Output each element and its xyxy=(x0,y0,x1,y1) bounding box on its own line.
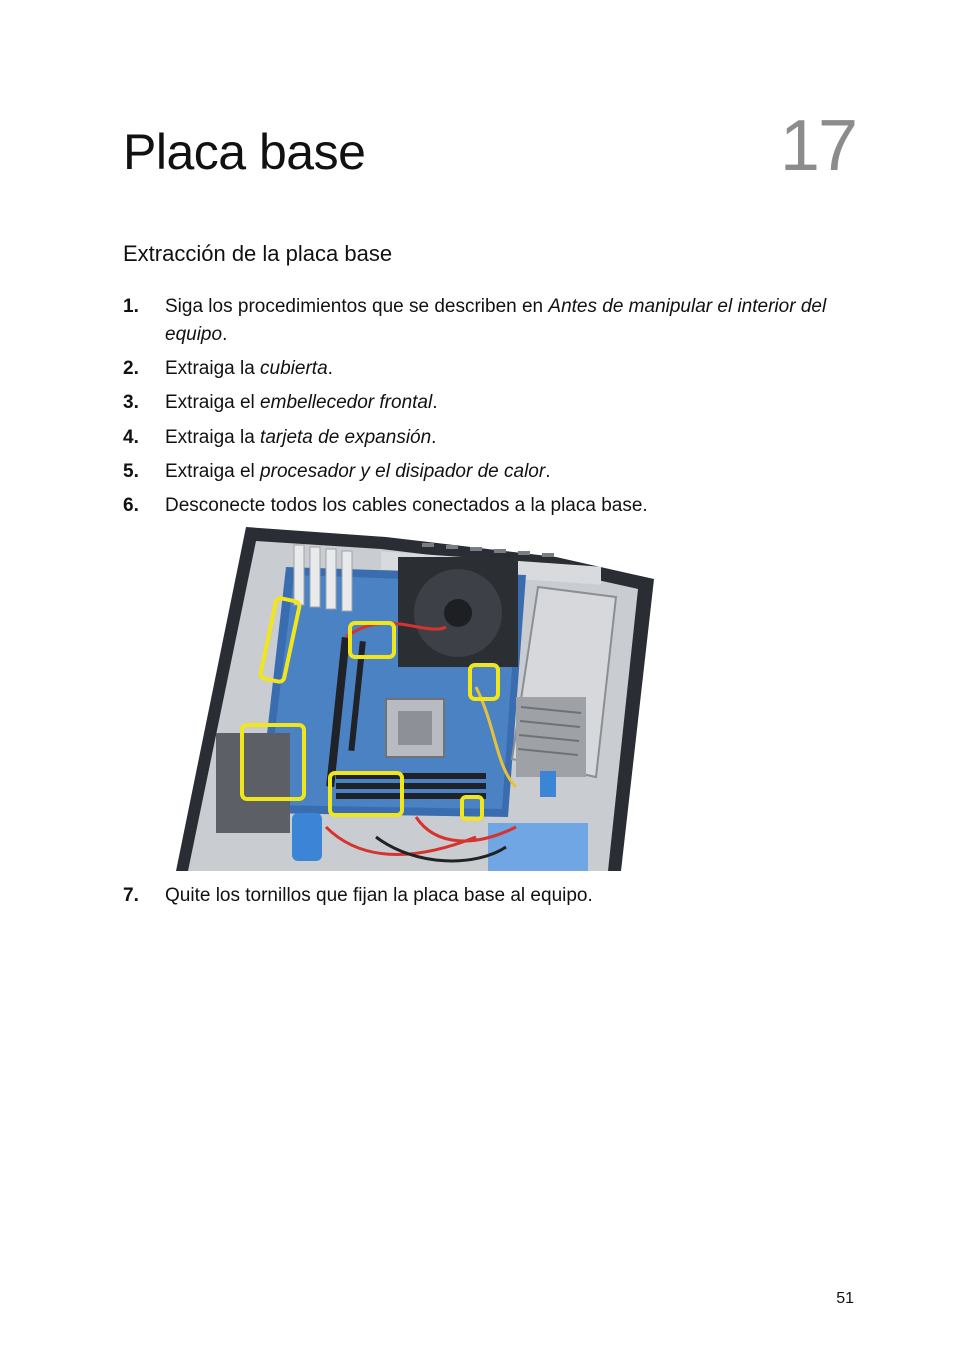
step-link[interactable]: Antes de manipular el interior del equipo xyxy=(165,296,827,345)
step-2 xyxy=(123,355,863,383)
step-text: Desconecte todos los cables conectados a la placa base. xyxy=(165,495,648,516)
step-number: 4. xyxy=(123,427,139,448)
step-link[interactable]: embellecedor frontal xyxy=(260,392,433,413)
chapter-title: Placa base xyxy=(123,124,366,180)
step-text: Extraiga la tarjeta de expansión. xyxy=(165,427,437,448)
step-text: Extraiga la cubierta. xyxy=(165,358,333,379)
step-1 xyxy=(123,293,863,349)
step-text: Extraiga el procesador y el disipador de calor. xyxy=(165,461,551,482)
step-number: 5. xyxy=(123,461,139,482)
page-number: 51 xyxy=(836,1290,854,1307)
step-text: Siga los procedimientos que se describen en Antes de manipular el interior del equipo. xyxy=(165,296,827,345)
motherboard-illustration xyxy=(176,527,656,871)
step-number: 6. xyxy=(123,495,139,516)
step-number: 1. xyxy=(123,296,139,317)
step-number: 2. xyxy=(123,358,139,379)
step-number: 7. xyxy=(123,885,139,906)
step-6 xyxy=(123,492,863,520)
motherboard-photo xyxy=(176,527,656,871)
step-7 xyxy=(123,882,863,910)
step-link[interactable]: cubierta xyxy=(260,358,328,379)
step-link[interactable]: procesador y el disipador de calor xyxy=(260,461,546,482)
section-title: Extracción de la placa base xyxy=(123,241,393,266)
step-3 xyxy=(123,389,863,417)
step-link[interactable]: tarjeta de expansión xyxy=(260,427,432,448)
step-text: Quite los tornillos que fijan la placa base al equipo. xyxy=(165,885,593,906)
step-5 xyxy=(123,458,863,486)
chapter-number: 17 xyxy=(779,106,856,186)
step-4 xyxy=(123,424,863,452)
step-number: 3. xyxy=(123,392,139,413)
step-text: Extraiga el embellecedor frontal. xyxy=(165,392,438,413)
